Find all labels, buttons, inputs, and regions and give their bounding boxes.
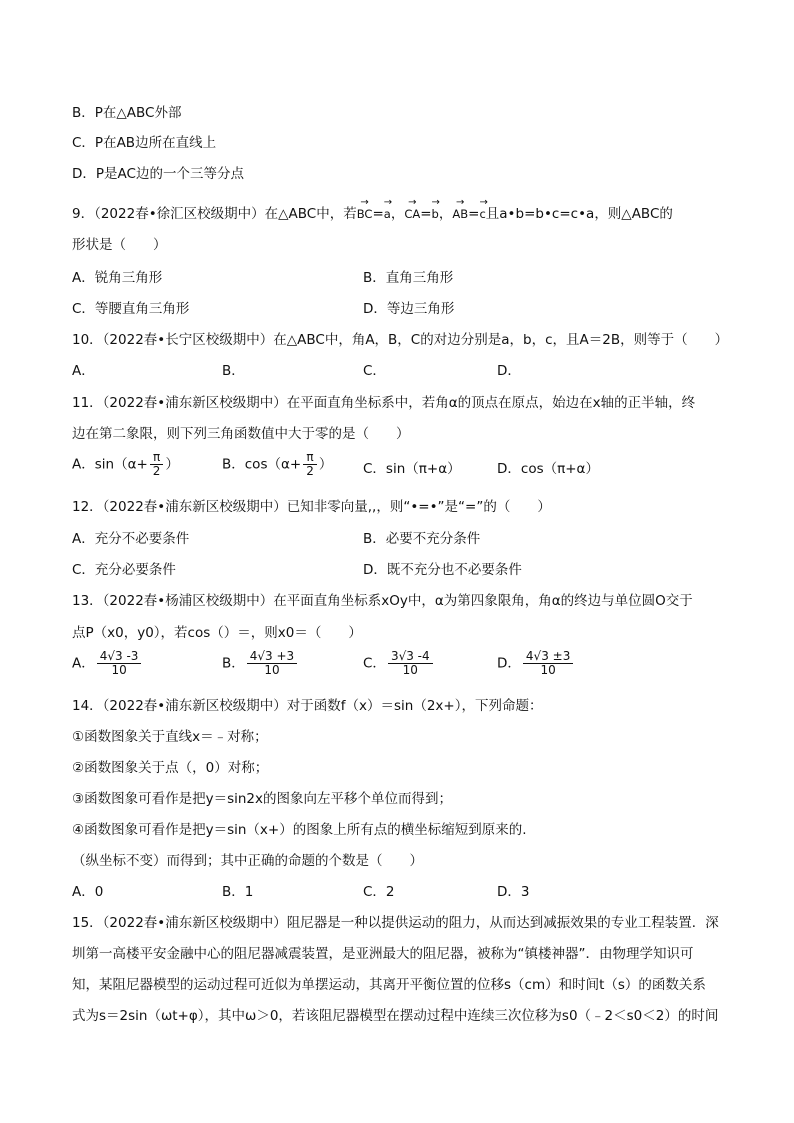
q9-option-a: A．锐角三角形 (72, 270, 163, 286)
q9-stem-start: 9．（2022春•徐汇区校级期中）在△ABC中，若 (72, 206, 357, 222)
q14-statement-1: ①函数图象关于直线x＝﹣对称； (72, 729, 268, 745)
q9-option-d: D．等边三角形 (363, 301, 455, 317)
q10-option-c: C． (363, 363, 386, 379)
vector-bc: → BC (357, 200, 373, 223)
q9-dot-expression: a•b=b•c=c•a (499, 206, 595, 222)
fraction-denominator: 10 (264, 663, 280, 677)
q11-option-a-pre: A．sin（α+ (72, 456, 148, 473)
q14-option-c: C．2 (363, 884, 395, 900)
q11-option-a (72, 451, 179, 478)
fraction-denominator: 2 (306, 464, 314, 478)
q12-option-a: A．充分不必要条件 (72, 531, 190, 547)
q14-option-b: B．1 (222, 884, 254, 900)
q12-stem: 12．（2022春•浦东新区校级期中）已知非零向量,,，则“•=•”是“=”的（ ） (72, 499, 551, 515)
q9-eq3: = (468, 206, 480, 222)
q15-line-3: 知，某阻尼器模型的运动过程可近似为单摆运动，其离开平衡位置的位移s（cm）和时间t（s）的函数关系 (72, 977, 706, 993)
q11-option-b-pre: B．cos（α+ (222, 456, 302, 473)
q13-fraction-c (388, 650, 433, 677)
q14-statement-3: ③函数图象可看作是把y＝sin2x的图象向左平移个单位而得到； (72, 791, 453, 807)
q14-statement-2: ②函数图象关于点（，0）对称； (72, 760, 269, 776)
q13-option-d (497, 650, 575, 677)
fraction-numerator: 3√3 -4 (388, 650, 433, 664)
q14-stem: 14．（2022春•浦东新区校级期中）对于函数f（x）＝sin（2x+），下列命题： (72, 698, 543, 714)
q15-line-4: 式为s＝2sin（ωt+φ），其中ω＞0，若该阻尼器模型在摆动过程中连续三次位移为s0（﹣2＜s0＜2）的时间 (72, 1008, 719, 1024)
q9-stem-end: ，则△ABC的 (594, 206, 673, 222)
q8-option-d: D．P是AC边的一个三等分点 (72, 166, 244, 182)
q11-stem-line1: 11．（2022春•浦东新区校级期中）在平面直角坐标系中，若角α的顶点在原点，始边在x轴的正半轴，终 (72, 395, 696, 411)
q8-option-b: B．P在△ABC外部 (72, 105, 182, 121)
q9-stem-cont: 形状是（ ） (72, 237, 167, 253)
q10-option-b: B． (222, 363, 245, 379)
q14-option-d: D．3 (497, 884, 530, 900)
q14-statement-4: ④函数图象可看作是把y＝sin（x+）的图象上所有点的横坐标缩短到原来的. (72, 822, 527, 838)
q9-mid: 且 (485, 206, 500, 222)
q9-eq2: = (420, 206, 432, 222)
fraction-denominator: 2 (152, 464, 161, 478)
fraction-numerator: π (150, 451, 164, 465)
q13-option-a (72, 650, 143, 677)
fraction-denominator: 10 (402, 663, 418, 677)
q13-stem-line1: 13．（2022春•杨浦区校级期中）在平面直角坐标系xOy中，α为第四象限角，角α的终边与单位圆O交于 (72, 593, 693, 609)
q13-option-c-label: C． (363, 655, 386, 672)
q13-stem-line2: 点P（x0，y0），若cos（）＝，则x0＝（ ） (72, 625, 362, 641)
q11-option-b-post: ） (318, 456, 333, 473)
q13-fraction-b (247, 650, 297, 677)
vector-a: → a (384, 200, 391, 223)
fraction-numerator: 4√3 -3 (97, 650, 142, 664)
q12-option-d: D．既不充分也不必要条件 (363, 562, 522, 578)
q13-fraction-a (97, 650, 142, 677)
q12-option-b: B．必要不充分条件 (363, 531, 481, 547)
q11-option-d: D．cos（π+α） (497, 461, 599, 477)
vector-ca: → CA (404, 200, 420, 223)
fraction-pi-over-2 (303, 451, 317, 478)
vector-b: → b (432, 200, 439, 223)
fraction-denominator: 10 (111, 663, 127, 677)
q9-option-b: B．直角三角形 (363, 270, 454, 286)
vector-c: → c (479, 200, 485, 223)
q8-option-c: C．P在AB边所在直线上 (72, 135, 217, 151)
q13-option-b-label: B． (222, 655, 245, 672)
q12-option-c: C．充分必要条件 (72, 562, 176, 578)
q10-option-d: D． (497, 363, 521, 379)
q14-statement-cont: （纵坐标不变）而得到；其中正确的命题的个数是（ ） (72, 853, 423, 869)
fraction-numerator: 4√3 ±3 (523, 650, 573, 664)
q11-option-b (222, 451, 332, 478)
vector-ab: → AB (452, 200, 468, 223)
q11-option-c: C．sin（π+α） (363, 461, 461, 477)
q15-line-1: 15．（2022春•浦东新区校级期中）阻尼器是一种以提供运动的阻力，从而达到减振效果的专业工程装置．深 (72, 915, 719, 931)
q9-stem: 9．（2022春•徐汇区校级期中）在△ABC中，若→ BC=→ a，→ CA=→ b，→ AB=→ c且a•b=b•c=c•a，则△ABC的 (72, 200, 673, 223)
q9-option-c: C．等腰直角三角形 (72, 301, 190, 317)
q14-option-a: A．0 (72, 884, 104, 900)
fraction-denominator: 10 (540, 663, 556, 677)
q11-stem-line2: 边在第二象限，则下列三角函数值中大于零的是（ ） (72, 426, 410, 442)
fraction-numerator: 4√3 +3 (247, 650, 297, 664)
q10-stem: 10．（2022春•长宁区校级期中）在△ABC中，角A，B，C的对边分别是a，b，c，且A＝2B，则等于（ ） (72, 332, 729, 348)
fraction-numerator: π (303, 451, 317, 465)
q10-option-a: A． (72, 363, 95, 379)
q13-option-a-label: A． (72, 655, 95, 672)
q9-eq1: = (372, 206, 384, 222)
q13-option-c (363, 650, 435, 677)
q11-option-a-post: ） (165, 456, 179, 473)
fraction-pi-over-2 (150, 451, 164, 478)
q13-option-d-label: D． (497, 655, 521, 672)
q15-line-2: 圳第一高楼平安金融中心的阻尼器减震装置，是亚洲最大的阻尼器，被称为“镇楼神器”．由物理学知识可 (72, 946, 694, 962)
q13-fraction-d (523, 650, 573, 677)
q13-option-b (222, 650, 299, 677)
